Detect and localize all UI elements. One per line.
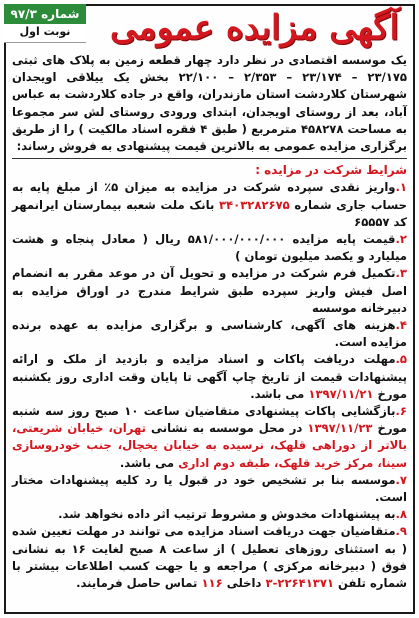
condition-7: ۷.موسسه بنا بر تشخیص خود در قبول یا رد کلیه پیشنهادات مختار است. [12, 472, 407, 505]
condition-8: ۸.به پیشنهادات مخدوش و مشروط ترتیب اثر داده نخواهد شد. [58, 507, 407, 522]
condition-9: ۹.متقاضیان جهت دریافت اسناد مزایده می توانند در مهلت تعیین شده ( به استثنای روزهای تعطیل ) از ساعت ۸ صبح لغایت ۱۶ به نشانی فوق ( دبیرخانه مرکزی ) مراجعه و یا جهت کسب اطلاعات بیشتر با شماره تلفن ۲۲۶۴۱۳۷۱-۳ داخلی ۱۱۶ تماس حاصل فرمایند. [12, 524, 407, 591]
divider [12, 158, 407, 159]
conditions-title: شرایط شرکت در مزایده : [255, 163, 407, 178]
issue-number: شماره ۹۷/۳ [4, 4, 86, 24]
issue-badge [4, 4, 86, 42]
condition-1: ۱.واریز نقدی سپرده شرکت در مزایده به میزان ۵٪ از مبلغ پایه به حساب جاری شماره ۳۴۰۳۲۸۲۶۷۵ بانک ملت شعبه بیمارستان ایرانمهر کد ۶۵۵۵۷ [12, 180, 407, 229]
ad-title: آگهی مزایده عمومی [110, 8, 399, 48]
condition-3: ۳.تکمیل فرم شرکت در مزایده و تحویل آن در موعد مقرر به انضمام اصل فیش واریز سپرده طبق شرایط مندرج در اوراق مزایده به دبیرخانه موسسه [12, 266, 407, 315]
condition-5: ۵.مهلت دریافت پاکات و اسناد مزایده و بازدید از ملک و ارائه پیشنهادات قیمت از تاریخ چاپ آگهی تا پایان وقت اداری روز یکشنبه مورخ ۱۳۹۷/۱۱/۲۱ می باشد. [12, 352, 407, 401]
publication-turn: نوبت اول [4, 24, 86, 43]
condition-4: ۴.هزینه های آگهی، کارشناسی و برگزاری مزایده به عهده برنده مزایده است. [12, 318, 407, 350]
ad-body [12, 52, 407, 610]
intro-paragraph: یک موسسه اقتصادی در نظر دارد چهار قطعه زمین به پلاک های ثبتی ۲۳/۱۷۵ – ۲۳/۱۷۴ – ۲/۳۵۳ – ۲۲/۱۰۰ بخش یک ییلاقی اویجدان شهرستان کلاردشت استان مازندران، واقع در جاده کلاردشت به عباس آباد، بعد از روستای اویجدان، ابتدای ورودی روستای لش سر مجموعا به مساحت ۴۵۸۲۷۸ مترمربع ( طبق ۴ فقره اسناد مالکیت ) را از طریق برگزاری مزایده عمومی به بالاترین قیمت پیشنهادی به فروش رساند: [12, 53, 408, 154]
condition-2: ۲.قیمت پایه مزایده ۵۸۱/۰۰۰/۰۰۰/۰۰۰ ریال ( معادل پنجاه و هشت میلیارد و یکصد میلیون تومان ) [12, 232, 407, 264]
condition-6: ۶.بازگشایی پاکات پیشنهادی متقاضیان ساعت ۱۰ صبح روز سه شنبه مورخ ۱۳۹۷/۱۱/۲۳ در محل موسسه به نشانی تهران، خیابان شریعتی، بالاتر از دوراهی قلهک، نرسیده به خیابان یخچال، جنب خودروسازی سینا، مرکز خرید قلهک، طبقه دوم اداری می باشد. [12, 404, 407, 470]
